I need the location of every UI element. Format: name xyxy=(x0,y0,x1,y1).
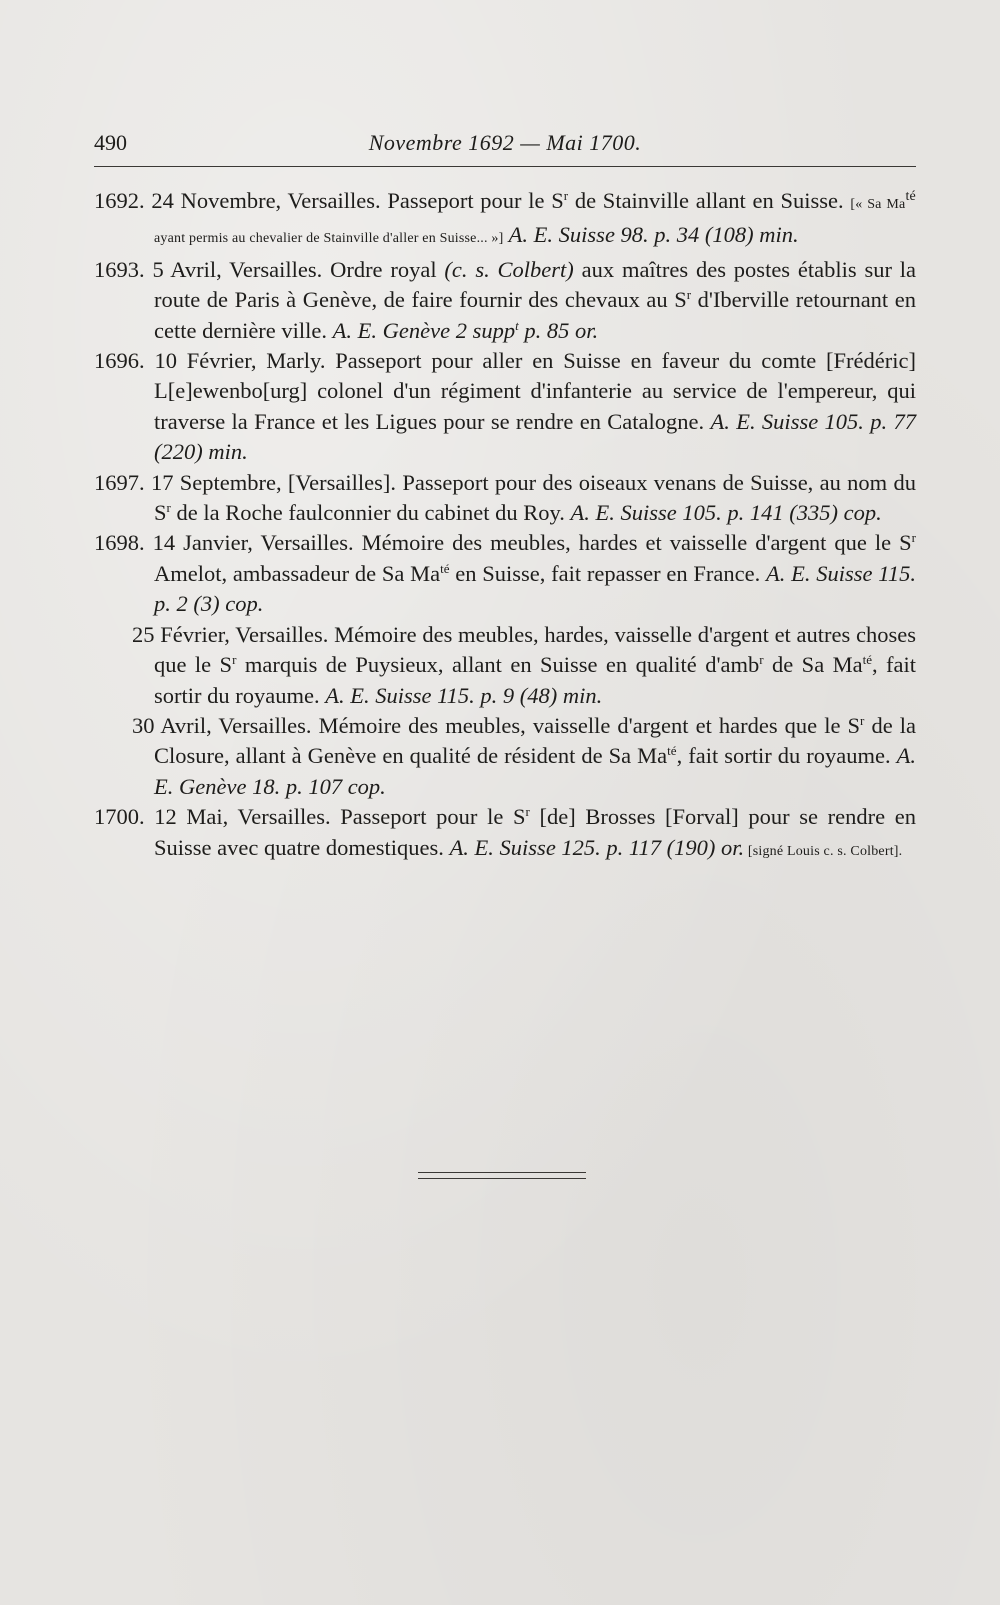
entry-text: Ordre royal xyxy=(322,256,445,282)
entry-date: 1696. 10 Février, Marly. xyxy=(94,348,326,374)
entry-date: 1698. 14 Janvier, Versailles. xyxy=(94,530,354,556)
entry-1697-09-17 xyxy=(94,468,916,529)
entry-text: aux maîtres des postes établis sur la route de Paris à Genève, de faire fournir des chevaux au S xyxy=(154,256,916,313)
archive-reference: A. E. Suisse 115. p. 9 (48) min. xyxy=(325,682,603,708)
entry-text: de la Closure, allant à Genève en qualité de résident de Sa Ma xyxy=(154,712,916,769)
entry-text: Mémoire des meubles, hardes, vaisselle d'argent et autres choses que le S xyxy=(154,621,916,678)
superscript: té xyxy=(862,652,872,668)
entry-date: 1700. 12 Mai, Versailles. xyxy=(94,804,331,830)
entry-date: 30 Avril, Versailles. xyxy=(132,712,312,738)
section-end-rule xyxy=(418,1172,586,1179)
entry-text: [de] Brosses [Forval] pour se rendre en Suisse avec quatre domestiques. xyxy=(154,804,917,860)
entry-text: en Suisse, fait repasser en France. xyxy=(449,560,766,586)
superscript: r xyxy=(911,530,916,546)
entry-text: Amelot, ambassadeur de Sa Ma xyxy=(154,560,441,586)
entry-text: , fait sortir du royaume. xyxy=(154,652,917,708)
entry-text: Passeport pour le S xyxy=(330,804,526,830)
archive-reference: p. 85 or. xyxy=(518,317,599,343)
entry-text: Passeport pour aller en Suisse en faveur du comte [Frédéric] L[e]ewenbo[urg] colonel d'un régiment d'infanterie au service de l'empereur, qui traverse la France et les Ligues pour se rendre en Catalogne. xyxy=(154,348,916,434)
entry-text: de Stainville allant en Suisse. xyxy=(568,188,851,213)
superscript: té xyxy=(905,189,916,204)
header-rule xyxy=(94,166,916,167)
archive-reference: A. E. Suisse 105. p. 77 (220) min. xyxy=(154,408,916,465)
entry-text: marquis de Puysieux, allant en Suisse en qualité d'amb xyxy=(236,652,760,678)
entry-date: 1693. 5 Avril, Versailles. xyxy=(94,256,323,282)
archive-reference: A. E. Suisse 115. p. 2 (3) cop. xyxy=(154,560,916,617)
entry-text: Passeport pour des oiseaux venans de Suisse, au nom du S xyxy=(154,469,916,526)
entry-text: Mémoire des meubles, hardes et vaisselle d'argent que le S xyxy=(353,530,912,556)
entry-1692-11-24 xyxy=(94,186,916,255)
entry-text: de la Roche faulconnier du cabinet du Roy. xyxy=(170,500,571,526)
archive-reference: A. E. Suisse 98. p. 34 (108) min. xyxy=(503,222,799,248)
entry-text: , fait sortir du royaume. xyxy=(676,743,897,769)
superscript: r xyxy=(686,287,692,303)
entry-date: 25 Février, Versailles. xyxy=(132,621,329,647)
entry-note: [« Sa Ma xyxy=(850,197,906,212)
entries-list xyxy=(94,186,916,867)
archive-reference: A. E. Genève 18. p. 107 cop. xyxy=(154,743,916,799)
superscript: r xyxy=(563,188,569,203)
superscript: r xyxy=(860,712,865,728)
entry-date: 1697. 17 Septembre, [Versailles]. xyxy=(94,469,397,495)
entry-1693-04-05 xyxy=(94,255,916,346)
entry-1698-01-14 xyxy=(94,528,916,619)
entry-text: d'Iberville retournant en cette dernière ville. xyxy=(154,287,916,343)
entry-1698-04-30 xyxy=(94,711,916,802)
superscript: r xyxy=(166,500,171,516)
superscript: t xyxy=(515,317,519,333)
superscript: r xyxy=(759,652,764,668)
entry-text: Mémoire des meubles, vaisselle d'argent et hardes que le S xyxy=(311,712,861,738)
entry-note: [signé Louis c. s. Colbert]. xyxy=(744,843,903,859)
entry-1696-02-10 xyxy=(94,346,916,468)
archive-reference: A. E. Genève 2 supp xyxy=(332,317,516,343)
entry-1700-05-12 xyxy=(94,802,916,867)
running-title: Novembre 1692 — Mai 1700. xyxy=(368,130,642,155)
page-number: 490 xyxy=(94,130,127,155)
archive-reference: A. E. Suisse 125. p. 117 (190) or. xyxy=(449,834,745,860)
superscript: té xyxy=(667,743,677,759)
entry-text: de Sa Ma xyxy=(763,652,863,678)
entry-1698-02-25 xyxy=(94,620,916,711)
superscript: té xyxy=(440,560,450,576)
superscript: r xyxy=(525,804,530,820)
page-header xyxy=(94,130,916,160)
entry-date: 1692. 24 Novembre, Versailles. xyxy=(94,188,381,213)
signature-reference: (c. s. Colbert) xyxy=(444,256,574,282)
entry-text: Passeport pour le S xyxy=(380,188,564,213)
superscript: r xyxy=(232,652,237,668)
entry-note: ayant permis au chevalier de Stainville d'aller en Suisse... »] xyxy=(154,231,504,247)
archive-reference: A. E. Suisse 105. p. 141 (335) cop. xyxy=(570,500,882,526)
